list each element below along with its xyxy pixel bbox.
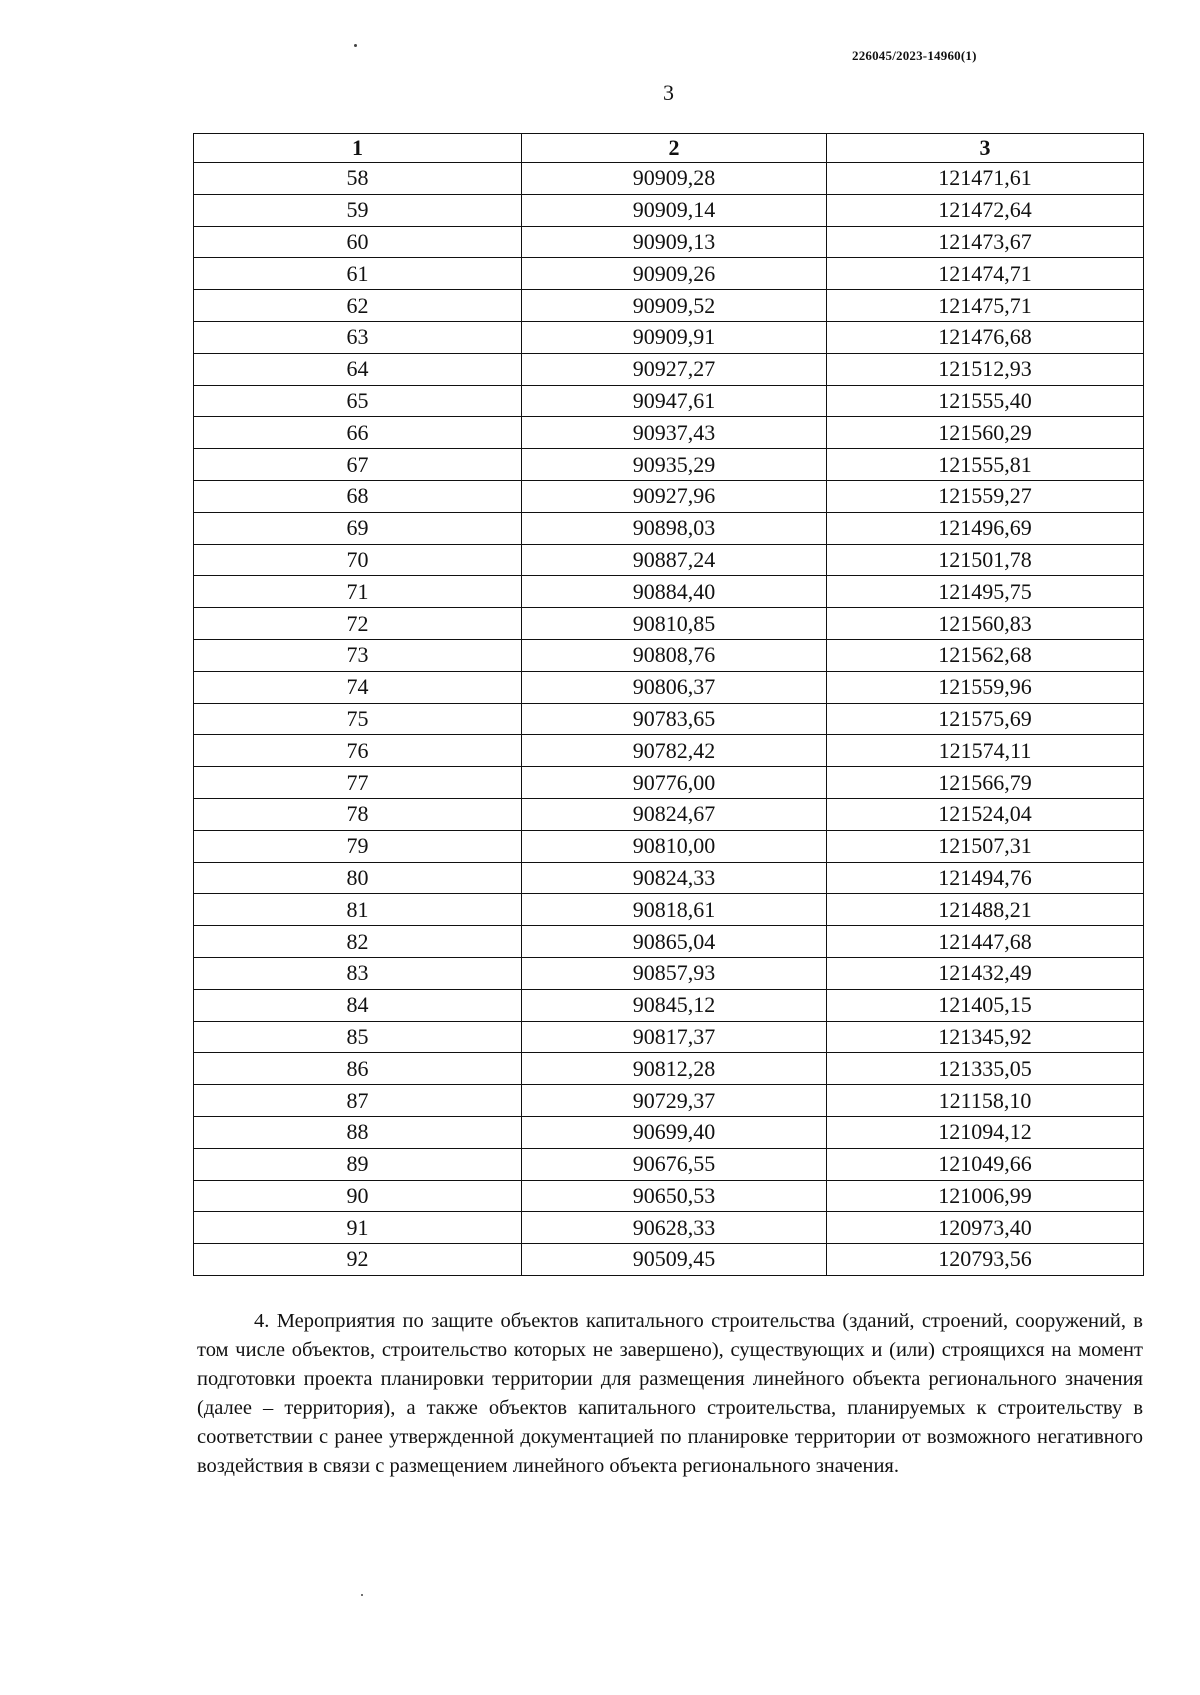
- coordinate-x-cell: 90810,00: [522, 830, 827, 862]
- coordinate-x-cell: 90776,00: [522, 767, 827, 799]
- point-number-cell: 80: [194, 862, 522, 894]
- coordinate-x-cell: 90898,03: [522, 512, 827, 544]
- point-number-cell: 73: [194, 639, 522, 671]
- point-number-cell: 58: [194, 163, 522, 195]
- coordinate-x-cell: 90909,13: [522, 226, 827, 258]
- table-row: [194, 862, 1144, 894]
- coordinate-y-cell: 121562,68: [827, 639, 1144, 671]
- table-header-row: [194, 134, 1144, 163]
- coordinate-y-cell: 121501,78: [827, 544, 1144, 576]
- scan-speck: [354, 44, 357, 47]
- point-number-cell: 81: [194, 894, 522, 926]
- coordinate-y-cell: 121495,75: [827, 576, 1144, 608]
- coordinate-x-cell: 90909,52: [522, 290, 827, 322]
- point-number-cell: 91: [194, 1212, 522, 1244]
- page-number: 3: [663, 80, 674, 105]
- table-row: [194, 512, 1144, 544]
- table-row: [194, 1053, 1144, 1085]
- coordinate-x-cell: 90909,26: [522, 258, 827, 290]
- coordinate-y-cell: 121566,79: [827, 767, 1144, 799]
- point-number-cell: 85: [194, 1021, 522, 1053]
- point-number-cell: 59: [194, 194, 522, 226]
- table-row: [194, 798, 1144, 830]
- coordinate-x-cell: 90947,61: [522, 385, 827, 417]
- point-number-cell: 63: [194, 321, 522, 353]
- coordinate-x-cell: 90857,93: [522, 957, 827, 989]
- coordinate-y-cell: 121555,81: [827, 449, 1144, 481]
- coordinate-y-cell: 121447,68: [827, 926, 1144, 958]
- coordinate-y-cell: 121049,66: [827, 1148, 1144, 1180]
- coordinate-y-cell: 121006,99: [827, 1180, 1144, 1212]
- coordinate-x-cell: 90628,33: [522, 1212, 827, 1244]
- point-number-cell: 62: [194, 290, 522, 322]
- point-number-cell: 68: [194, 480, 522, 512]
- coordinate-y-cell: 121512,93: [827, 353, 1144, 385]
- point-number-cell: 78: [194, 798, 522, 830]
- point-number-cell: 89: [194, 1148, 522, 1180]
- table-row: [194, 671, 1144, 703]
- coordinate-x-cell: 90817,37: [522, 1021, 827, 1053]
- table-row: [194, 735, 1144, 767]
- coordinate-x-cell: 90927,96: [522, 480, 827, 512]
- coordinate-y-cell: 121496,69: [827, 512, 1144, 544]
- coordinate-x-cell: 90509,45: [522, 1244, 827, 1276]
- coordinate-y-cell: 121559,27: [827, 480, 1144, 512]
- coordinate-y-cell: 121559,96: [827, 671, 1144, 703]
- table-row: [194, 1212, 1144, 1244]
- coordinate-x-cell: 90783,65: [522, 703, 827, 735]
- table-body: [194, 163, 1144, 1276]
- point-number-cell: 69: [194, 512, 522, 544]
- table-row: [194, 1244, 1144, 1276]
- table-row: [194, 576, 1144, 608]
- column-header: 2: [522, 134, 827, 163]
- table-row: [194, 1021, 1144, 1053]
- point-number-cell: 75: [194, 703, 522, 735]
- coordinate-x-cell: 90909,28: [522, 163, 827, 195]
- coordinate-x-cell: 90812,28: [522, 1053, 827, 1085]
- coordinate-x-cell: 90824,67: [522, 798, 827, 830]
- coordinate-x-cell: 90865,04: [522, 926, 827, 958]
- point-number-cell: 71: [194, 576, 522, 608]
- point-number-cell: 77: [194, 767, 522, 799]
- column-header: 1: [194, 134, 522, 163]
- point-number-cell: 88: [194, 1116, 522, 1148]
- table-row: [194, 1085, 1144, 1117]
- coordinate-y-cell: 121507,31: [827, 830, 1144, 862]
- coordinate-x-cell: 90818,61: [522, 894, 827, 926]
- coordinate-y-cell: 121575,69: [827, 703, 1144, 735]
- table-row: [194, 1116, 1144, 1148]
- column-header: 3: [827, 134, 1144, 163]
- coordinate-y-cell: 120973,40: [827, 1212, 1144, 1244]
- coordinate-y-cell: 121494,76: [827, 862, 1144, 894]
- coordinate-x-cell: 90935,29: [522, 449, 827, 481]
- coordinate-y-cell: 121574,11: [827, 735, 1144, 767]
- table-row: [194, 1180, 1144, 1212]
- coordinate-y-cell: 121473,67: [827, 226, 1144, 258]
- table-row: [194, 226, 1144, 258]
- coordinate-x-cell: 90782,42: [522, 735, 827, 767]
- coordinate-x-cell: 90845,12: [522, 989, 827, 1021]
- point-number-cell: 92: [194, 1244, 522, 1276]
- coordinate-y-cell: 121560,83: [827, 608, 1144, 640]
- coordinate-x-cell: 90806,37: [522, 671, 827, 703]
- table-row: [194, 544, 1144, 576]
- coordinate-x-cell: 90937,43: [522, 417, 827, 449]
- point-number-cell: 86: [194, 1053, 522, 1085]
- coordinate-x-cell: 90808,76: [522, 639, 827, 671]
- coordinate-y-cell: 121471,61: [827, 163, 1144, 195]
- table-row: [194, 321, 1144, 353]
- point-number-cell: 67: [194, 449, 522, 481]
- point-number-cell: 70: [194, 544, 522, 576]
- table-row: [194, 703, 1144, 735]
- coordinate-y-cell: 121555,40: [827, 385, 1144, 417]
- coordinate-y-cell: 121432,49: [827, 957, 1144, 989]
- point-number-cell: 76: [194, 735, 522, 767]
- table-row: [194, 926, 1144, 958]
- coordinate-x-cell: 90884,40: [522, 576, 827, 608]
- table-row: [194, 290, 1144, 322]
- table-row: [194, 480, 1144, 512]
- point-number-cell: 72: [194, 608, 522, 640]
- table-row: [194, 639, 1144, 671]
- coordinate-y-cell: 121560,29: [827, 417, 1144, 449]
- coordinate-y-cell: 121476,68: [827, 321, 1144, 353]
- coordinate-x-cell: 90927,27: [522, 353, 827, 385]
- coordinate-x-cell: 90909,91: [522, 321, 827, 353]
- coordinate-y-cell: 120793,56: [827, 1244, 1144, 1276]
- table-row: [194, 449, 1144, 481]
- coordinate-y-cell: 121094,12: [827, 1116, 1144, 1148]
- coordinates-table: [193, 133, 1144, 1276]
- table-row: [194, 830, 1144, 862]
- table-row: [194, 417, 1144, 449]
- table-row: [194, 1148, 1144, 1180]
- point-number-cell: 66: [194, 417, 522, 449]
- coordinate-x-cell: 90810,85: [522, 608, 827, 640]
- table-row: [194, 194, 1144, 226]
- point-number-cell: 84: [194, 989, 522, 1021]
- coordinate-y-cell: 121158,10: [827, 1085, 1144, 1117]
- point-number-cell: 60: [194, 226, 522, 258]
- point-number-cell: 82: [194, 926, 522, 958]
- table-row: [194, 894, 1144, 926]
- table-row: [194, 385, 1144, 417]
- coordinate-x-cell: 90824,33: [522, 862, 827, 894]
- coordinate-y-cell: 121335,05: [827, 1053, 1144, 1085]
- table-row: [194, 163, 1144, 195]
- coordinate-y-cell: 121524,04: [827, 798, 1144, 830]
- point-number-cell: 79: [194, 830, 522, 862]
- point-number-cell: 90: [194, 1180, 522, 1212]
- table-row: [194, 989, 1144, 1021]
- table-row: [194, 767, 1144, 799]
- coordinate-y-cell: 121488,21: [827, 894, 1144, 926]
- coordinate-y-cell: 121472,64: [827, 194, 1144, 226]
- coordinate-x-cell: 90699,40: [522, 1116, 827, 1148]
- coordinate-y-cell: 121474,71: [827, 258, 1144, 290]
- section-4-paragraph: 4. Мероприятия по защите объектов капитального строительства (зданий, строений, сооружений, в том числе объектов, строительство которых не завершено), существующих и (или) строящихся на момент подготовки проекта планировки территории для размещения линейного объекта регионального значения (далее – территория), а также объектов капитального строительства, планируемых к строительству в соответствии с ранее утвержденной документацией по планировке территории от возможного негативного воздействия в связи с размещением линейного объекта регионального значения.: [197, 1310, 1143, 1477]
- coordinate-x-cell: 90650,53: [522, 1180, 827, 1212]
- point-number-cell: 61: [194, 258, 522, 290]
- point-number-cell: 74: [194, 671, 522, 703]
- coordinate-x-cell: 90676,55: [522, 1148, 827, 1180]
- coordinate-x-cell: 90729,37: [522, 1085, 827, 1117]
- table-row: [194, 608, 1144, 640]
- coordinate-y-cell: 121405,15: [827, 989, 1144, 1021]
- table-row: [194, 258, 1144, 290]
- point-number-cell: 65: [194, 385, 522, 417]
- coordinate-y-cell: 121345,92: [827, 1021, 1144, 1053]
- point-number-cell: 83: [194, 957, 522, 989]
- table-row: [194, 957, 1144, 989]
- scan-speck: [361, 1594, 363, 1596]
- coordinate-x-cell: 90909,14: [522, 194, 827, 226]
- coordinate-x-cell: 90887,24: [522, 544, 827, 576]
- point-number-cell: 64: [194, 353, 522, 385]
- point-number-cell: 87: [194, 1085, 522, 1117]
- coordinate-y-cell: 121475,71: [827, 290, 1144, 322]
- table-row: [194, 353, 1144, 385]
- document-number: 226045/2023-14960(1): [852, 48, 977, 63]
